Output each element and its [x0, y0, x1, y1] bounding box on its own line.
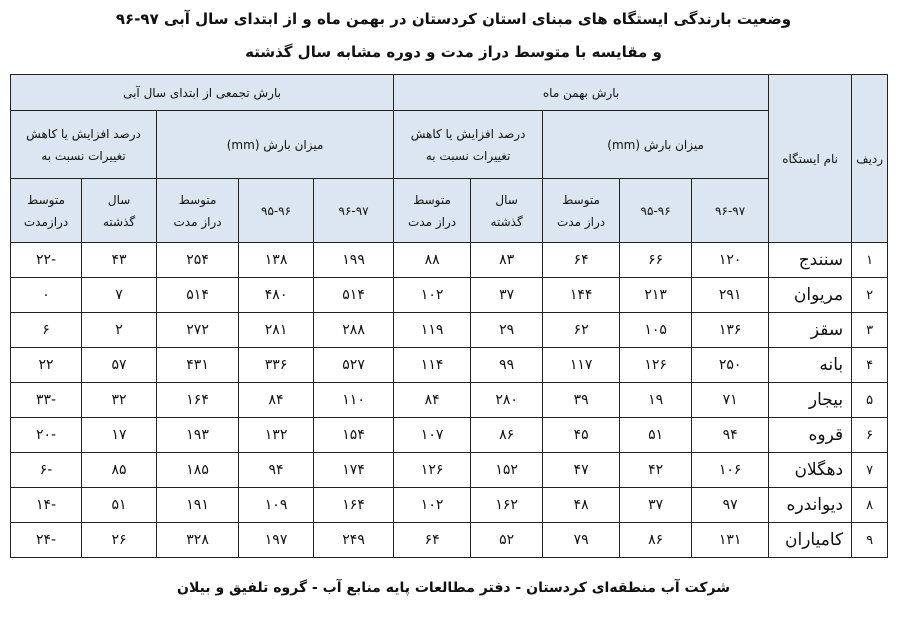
cell-cum-pct-longterm: -۶: [11, 453, 82, 488]
cell-bahman-9596: ۳۷: [620, 488, 692, 523]
cell-bahman-pct-lastyear: ۱۵۲: [471, 453, 543, 488]
cell-cum-pct-lastyear: ۴۳: [82, 243, 157, 278]
cell-bahman-pct-lastyear: ۵۲: [471, 523, 543, 558]
header-bahman-9697: ۹۶-۹۷: [692, 179, 769, 243]
cell-bahman-9596: ۴۲: [620, 453, 692, 488]
cell-bahman-pct-longterm: ۱۰۲: [394, 488, 471, 523]
cell-cum-pct-lastyear: ۸۵: [82, 453, 157, 488]
header-bahman-ly-l1: سال: [495, 192, 518, 207]
cell-cum-pct-longterm: -۲۲: [11, 243, 82, 278]
cell-cum-pct-lastyear: ۲۶: [82, 523, 157, 558]
header-cumulative-pct-l1: درصد افزایش یا کاهش: [26, 126, 141, 141]
header-bahman: بارش بهمن ماه: [394, 75, 769, 111]
cell-cum-9596: ۴۸۰: [239, 278, 314, 313]
cell-cum-9697: ۱۹۹: [314, 243, 394, 278]
cell-cum-9596: ۲۸۱: [239, 313, 314, 348]
cell-bahman-longterm: ۴۷: [543, 453, 620, 488]
cell-row-number: ۱: [852, 243, 888, 278]
header-bahman-pct: [394, 111, 543, 179]
cell-cum-9697: ۲۴۹: [314, 523, 394, 558]
cell-station-name: کامیاران: [769, 523, 852, 558]
header-bahman-9596: ۹۵-۹۶: [620, 179, 692, 243]
cell-cum-9596: ۱۳۸: [239, 243, 314, 278]
cell-bahman-9596: ۸۶: [620, 523, 692, 558]
cell-row-number: ۲: [852, 278, 888, 313]
title-line-1: وضعیت بارندگی ایستگاه های مبنای استان کردستان در بهمن ماه و از ابتدای سال آبی ۹۷-۹۶: [115, 10, 792, 28]
cell-bahman-9596: ۱۲۶: [620, 348, 692, 383]
cell-station-name: سنندج: [769, 243, 852, 278]
cell-cum-9596: ۱۰۹: [239, 488, 314, 523]
cell-cum-longterm: ۱۶۴: [157, 383, 239, 418]
header-cum-ly-l2: گذشته: [103, 214, 136, 229]
cell-bahman-longterm: ۶۲: [543, 313, 620, 348]
header-bahman-ly-l2: گذشته: [490, 214, 523, 229]
header-bahman-pct-lastyear: [471, 179, 543, 243]
cell-cum-longterm: ۱۹۱: [157, 488, 239, 523]
cell-bahman-9596: ۵۱: [620, 418, 692, 453]
header-bahman-rain: میزان بارش (mm): [543, 111, 769, 179]
header-bahman-pct-avg: [394, 179, 471, 243]
header-cumulative-rain: میزان بارش (mm): [157, 111, 394, 179]
cell-cum-pct-lastyear: ۳۲: [82, 383, 157, 418]
cell-bahman-pct-longterm: ۱۱۴: [394, 348, 471, 383]
cell-cum-pct-lastyear: ۷: [82, 278, 157, 313]
header-cum-9697: ۹۶-۹۷: [314, 179, 394, 243]
cell-bahman-9697: ۱۲۰: [692, 243, 769, 278]
cell-row-number: ۴: [852, 348, 888, 383]
cell-cum-pct-lastyear: ۲: [82, 313, 157, 348]
header-cum-avg-l1: متوسط: [178, 192, 217, 207]
cell-row-number: ۵: [852, 383, 888, 418]
cell-cum-longterm: ۵۱۴: [157, 278, 239, 313]
header-cumulative-pct-l2: تغییرات نسبت به: [41, 148, 126, 163]
cell-bahman-pct-longterm: ۸۸: [394, 243, 471, 278]
table-row: [11, 243, 888, 278]
cell-station-name: مریوان: [769, 278, 852, 313]
table-row: [11, 348, 888, 383]
cell-station-name: بانه: [769, 348, 852, 383]
cell-cum-9697: ۵۲۷: [314, 348, 394, 383]
header-cum-avg-l2: دراز مدت: [173, 214, 222, 229]
cell-cum-pct-longterm: ۶: [11, 313, 82, 348]
table-row: [11, 313, 888, 348]
cell-cum-longterm: ۲۷۲: [157, 313, 239, 348]
cell-cum-longterm: ۱۸۵: [157, 453, 239, 488]
cell-cum-pct-longterm: -۳۳: [11, 383, 82, 418]
cell-station-name: قروه: [769, 418, 852, 453]
cell-cum-9596: ۱۹۷: [239, 523, 314, 558]
cell-bahman-pct-longterm: ۱۰۲: [394, 278, 471, 313]
cell-bahman-9596: ۱۰۵: [620, 313, 692, 348]
cell-cum-9697: ۱۵۴: [314, 418, 394, 453]
cell-cum-pct-longterm: ۰: [11, 278, 82, 313]
rainfall-table: [10, 74, 888, 558]
cell-cum-9596: ۸۴: [239, 383, 314, 418]
cell-cum-9596: ۳۳۶: [239, 348, 314, 383]
cell-cum-9697: ۲۸۸: [314, 313, 394, 348]
cell-cum-9596: ۱۳۲: [239, 418, 314, 453]
cell-bahman-9697: ۱۳۱: [692, 523, 769, 558]
header-bahman-pa-l2: دراز مدت: [408, 214, 457, 229]
header-cum-pct-avg: [11, 179, 82, 243]
cell-bahman-longterm: ۱۱۷: [543, 348, 620, 383]
footer-source: شرکت آب منطقه‌ای کردستان - دفتر مطالعات پایه منابع آب - گروه تلفیق و بیلان: [177, 580, 730, 596]
cell-bahman-9697: ۹۴: [692, 418, 769, 453]
cell-cum-longterm: ۴۳۱: [157, 348, 239, 383]
header-bahman-pct-l2: تغییرات نسبت به: [425, 148, 511, 163]
cell-cum-pct-lastyear: ۵۱: [82, 488, 157, 523]
cell-cum-longterm: ۲۵۴: [157, 243, 239, 278]
cell-cum-pct-longterm: -۱۴: [11, 488, 82, 523]
cell-bahman-9697: ۲۵۰: [692, 348, 769, 383]
cell-bahman-longterm: ۳۹: [543, 383, 620, 418]
header-cum-ly-l1: سال: [107, 192, 131, 207]
header-bahman-pct-l1: درصد افزایش یا کاهش: [410, 126, 526, 141]
cell-bahman-longterm: ۱۴۴: [543, 278, 620, 313]
cell-cum-9697: ۵۱۴: [314, 278, 394, 313]
cell-bahman-9697: ۱۳۶: [692, 313, 769, 348]
cell-bahman-longterm: ۶۴: [543, 243, 620, 278]
header-cumulative: بارش تجمعی از ابتدای سال آبی: [11, 75, 394, 111]
header-cumulative-pct: [11, 111, 157, 179]
header-cum-pa-l2: درازمدت: [23, 214, 69, 229]
cell-cum-9697: ۱۷۴: [314, 453, 394, 488]
cell-bahman-pct-longterm: ۱۰۷: [394, 418, 471, 453]
cell-bahman-pct-lastyear: ۸۳: [471, 243, 543, 278]
cell-bahman-pct-lastyear: ۸۶: [471, 418, 543, 453]
cell-bahman-longterm: ۴۵: [543, 418, 620, 453]
cell-bahman-9697: ۷۱: [692, 383, 769, 418]
cell-station-name: بیجار: [769, 383, 852, 418]
cell-bahman-pct-lastyear: ۹۹: [471, 348, 543, 383]
cell-row-number: ۳: [852, 313, 888, 348]
cell-bahman-pct-longterm: ۸۴: [394, 383, 471, 418]
cell-bahman-longterm: ۷۹: [543, 523, 620, 558]
cell-bahman-9697: ۲۹۱: [692, 278, 769, 313]
header-cum-9596: ۹۵-۹۶: [239, 179, 314, 243]
table-row: [11, 383, 888, 418]
cell-station-name: سقز: [769, 313, 852, 348]
cell-bahman-9697: ۱۰۶: [692, 453, 769, 488]
cell-bahman-pct-longterm: ۱۲۶: [394, 453, 471, 488]
cell-row-number: ۸: [852, 488, 888, 523]
table-row: [11, 453, 888, 488]
cell-bahman-pct-lastyear: ۳۷: [471, 278, 543, 313]
cell-bahman-9596: ۶۶: [620, 243, 692, 278]
cell-cum-pct-lastyear: ۱۷: [82, 418, 157, 453]
cell-cum-pct-longterm: ۲۲: [11, 348, 82, 383]
cell-row-number: ۷: [852, 453, 888, 488]
cell-cum-pct-lastyear: ۵۷: [82, 348, 157, 383]
cell-cum-pct-longterm: -۲۰: [11, 418, 82, 453]
cell-station-name: دیواندره: [769, 488, 852, 523]
cell-bahman-pct-longterm: ۶۴: [394, 523, 471, 558]
header-cum-pa-l1: متوسط: [27, 192, 65, 207]
cell-bahman-pct-lastyear: ۲۸۰: [471, 383, 543, 418]
header-cum-pct-lastyear: [82, 179, 157, 243]
title-line-2: و مقایسه با متوسط دراز مدت و دوره مشابه سال گذشته: [245, 43, 662, 61]
header-station: نام ایستگاه: [769, 75, 852, 243]
table-row: [11, 278, 888, 313]
cell-cum-longterm: ۳۲۸: [157, 523, 239, 558]
table-row: [11, 523, 888, 558]
header-bahman-avg-l1: متوسط: [562, 192, 600, 207]
cell-cum-longterm: ۱۹۳: [157, 418, 239, 453]
header-bahman-pa-l1: متوسط: [413, 192, 451, 207]
cell-row-number: ۹: [852, 523, 888, 558]
cell-cum-9697: ۱۱۰: [314, 383, 394, 418]
cell-bahman-pct-longterm: ۱۱۹: [394, 313, 471, 348]
header-cum-avg: [157, 179, 239, 243]
cell-bahman-9596: ۲۱۳: [620, 278, 692, 313]
header-row-no: ردیف: [852, 75, 888, 243]
cell-bahman-pct-lastyear: ۱۶۲: [471, 488, 543, 523]
header-bahman-avg-l2: دراز مدت: [557, 214, 606, 229]
cell-row-number: ۶: [852, 418, 888, 453]
cell-cum-9596: ۹۴: [239, 453, 314, 488]
header-bahman-avg: [543, 179, 620, 243]
cell-bahman-9596: ۱۹: [620, 383, 692, 418]
table-row: [11, 418, 888, 453]
cell-bahman-longterm: ۴۸: [543, 488, 620, 523]
cell-bahman-9697: ۹۷: [692, 488, 769, 523]
cell-bahman-pct-lastyear: ۲۹: [471, 313, 543, 348]
cell-cum-pct-longterm: -۲۴: [11, 523, 82, 558]
cell-station-name: دهگلان: [769, 453, 852, 488]
cell-cum-9697: ۱۶۴: [314, 488, 394, 523]
table-row: [11, 488, 888, 523]
